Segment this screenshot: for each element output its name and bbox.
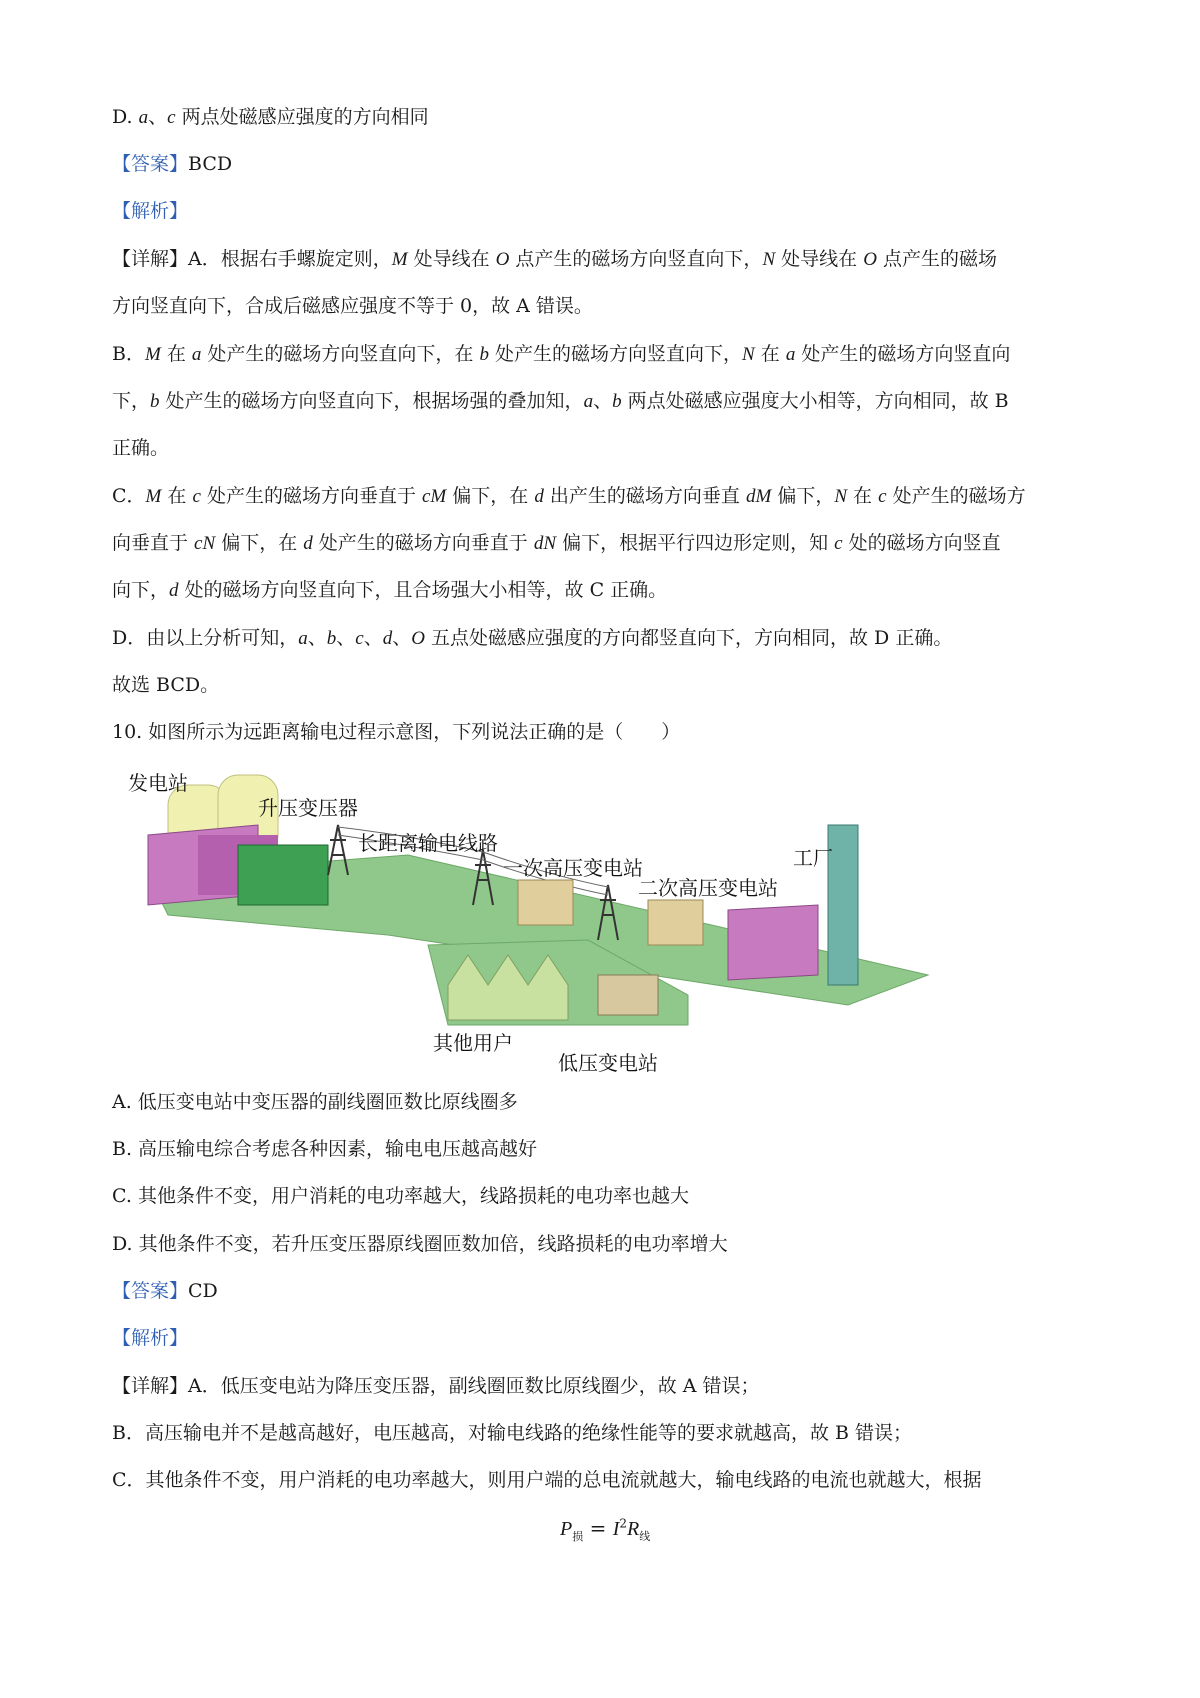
text-run: 在 [161,485,193,507]
text-run: 处产生的磁场方 [886,485,1026,507]
step-up-transformer [238,845,328,905]
text-run: 处产生的磁场方向垂直于 [312,532,534,554]
q9-option-d: D. a、c 两点处磁感应强度的方向相同 [112,106,429,128]
answer-value: CD [188,1280,218,1302]
math-variable: cM [422,486,447,507]
text-run: 处的磁场方向竖直向下，且合场强大小相等，故 C 正确。 [178,579,668,601]
text-run: 两点处磁感应强度大小相等，方向相同，故 B [621,390,1009,412]
q9-detail-line-4 [112,388,1009,415]
q9-detail-line-10 [112,672,219,698]
math-variable: O [863,249,877,270]
math-variable: d [303,533,313,554]
text-run: 点产生的磁场 [876,248,997,270]
power-transmission-figure [128,765,948,1075]
text-run: 出产生的磁场方向垂直 [543,485,746,507]
text-run: 处产生的磁场方向垂直于 [200,485,422,507]
label-long-line: 长距离输电线路 [358,831,498,855]
math-variable: O [495,249,510,270]
text-run: 处的磁场方向竖直 [842,532,1001,554]
text-run: 处导线在 [775,248,864,270]
text-run: 偏下， [771,485,835,507]
math-variable: N [742,344,755,365]
text-run: 处产生的磁场方向竖直向下，根据场强的叠加知， [159,390,584,412]
other-users-houses [448,955,568,1020]
math-variable: a [583,391,594,412]
q10-detail-line-3: C．其他条件不变，用户消耗的电功率越大，则用户端的总电流就越大，输电线路的电流也就越大，根据 [112,1469,982,1491]
math-variable: M [145,486,162,507]
label-factory: 工厂 [793,846,833,870]
second-substation [648,900,703,945]
factory-building [728,905,818,980]
math-variable: a [298,628,308,649]
math-variable: d [382,628,393,649]
math-variable: a [191,344,202,365]
math-variable: M [391,249,408,270]
math-variable: b [479,344,489,365]
math-variable: d [534,486,544,507]
text-run: D．由以上分析可知， [112,627,299,649]
text-run: 五点处磁感应强度的方向都竖直向下，方向相同，故 D 正确。 [424,627,953,649]
text-run: 、 [392,627,412,649]
q10-answer [112,1278,218,1304]
q10-detail-line-2: B．高压输电并不是越高越好，电压越高，对输电线路的绝缘性能等的要求就越高，故 B 错误； [112,1422,913,1444]
text-run: 处产生的磁场方向竖直向下，在 [201,343,480,365]
math-variable: b [326,628,337,649]
q10-option-c: C. 其他条件不变，用户消耗的电功率越大，线路损耗的电功率也越大 [112,1185,689,1207]
text-run: 点产生的磁场方向竖直向下， [509,248,763,270]
q9-detail-line-3 [112,341,1010,368]
q10-analysis-tag: 【解析】 [112,1327,189,1349]
q10-stem: 10. 如图所示为远距离输电过程示意图，下列说法正确的是（ ） [112,721,681,743]
math-variable: dN [533,533,557,554]
q9-detail-line-6 [112,483,1026,510]
text-run: 下， [112,390,151,412]
math-variable: M [144,344,161,365]
label-low-substation: 低压变电站 [558,1051,658,1075]
math-variable: N [762,249,776,270]
q9-detail-line-8 [112,577,667,604]
label-other-users: 其他用户 [433,1031,513,1055]
text-run: 方向竖直向下，合成后磁感应强度不等于 0，故 A 错误。 [112,295,593,317]
q9-analysis-tag: 【解析】 [112,200,189,222]
text-run: 、 [593,390,613,412]
label-first-substation: 一次高压变电站 [503,856,643,880]
text-run: 、 [336,627,356,649]
text-run: 向垂直于 [112,532,195,554]
q9-answer [112,151,232,177]
math-variable: c [355,628,364,649]
text-run: 偏下，根据平行四边形定则，知 [556,532,835,554]
text-run: 向下， [112,579,170,601]
text-run: B． [112,343,145,365]
label-power-station: 发电站 [128,771,188,795]
answer-tag: 【答案】 [112,153,189,175]
answer-tag: 【答案】 [112,1280,189,1302]
math-variable: O [411,628,425,649]
math-variable: c [834,533,843,554]
q10-option-d: D. 其他条件不变，若升压变压器原线圈匝数加倍，线路损耗的电功率增大 [112,1233,728,1255]
math-variable: N [834,486,848,507]
math-variable: c [192,486,201,507]
q10-option-b: B. 高压输电综合考虑各种因素，输电电压越高越好 [112,1138,538,1160]
q9-detail-line-2 [112,293,593,319]
text-run: 在 [847,485,879,507]
label-second-substation: 二次高压变电站 [638,876,778,900]
label-step-up: 升压变压器 [258,796,358,820]
text-run: 故选 BCD。 [112,674,220,696]
text-run: 处产生的磁场方向竖直向 [795,343,1011,365]
q9-detail-line-7 [112,530,1001,557]
text-run: 在 [754,343,786,365]
text-run: 在 [160,343,192,365]
q10-option-a: A. 低压变电站中变压器的副线圈匝数比原线圈多 [112,1091,518,1113]
math-variable: dM [745,486,772,507]
math-variable: a [785,344,796,365]
text-run: C． [112,485,146,507]
first-substation [518,880,573,925]
math-variable: cN [194,533,216,554]
math-variable: b [150,391,160,412]
math-variable: c [878,486,887,507]
text-run: 偏下，在 [446,485,535,507]
text-run: 处导线在 [407,248,496,270]
math-variable: b [612,391,622,412]
math-variable: d [169,580,179,601]
text-run: 处产生的磁场方向竖直向下， [488,343,743,365]
low-voltage-substation [598,975,658,1015]
text-run: 正确。 [112,437,170,459]
text-run: 【详解】A．根据右手螺旋定则， [112,248,392,270]
q9-detail-line-5 [112,435,169,461]
text-run: 、 [307,627,327,649]
text-run: 偏下，在 [215,532,304,554]
q9-detail-line-9 [112,625,952,652]
power-loss-formula: $P_损 = I^2R_线$ [560,1516,651,1543]
q9-detail-line-1 [112,246,997,273]
q10-detail-line-1: 【详解】A．低压变电站为降压变压器，副线圈匝数比原线圈少，故 A 错误； [112,1375,760,1397]
answer-value: BCD [188,153,233,175]
text-run: 、 [363,627,383,649]
